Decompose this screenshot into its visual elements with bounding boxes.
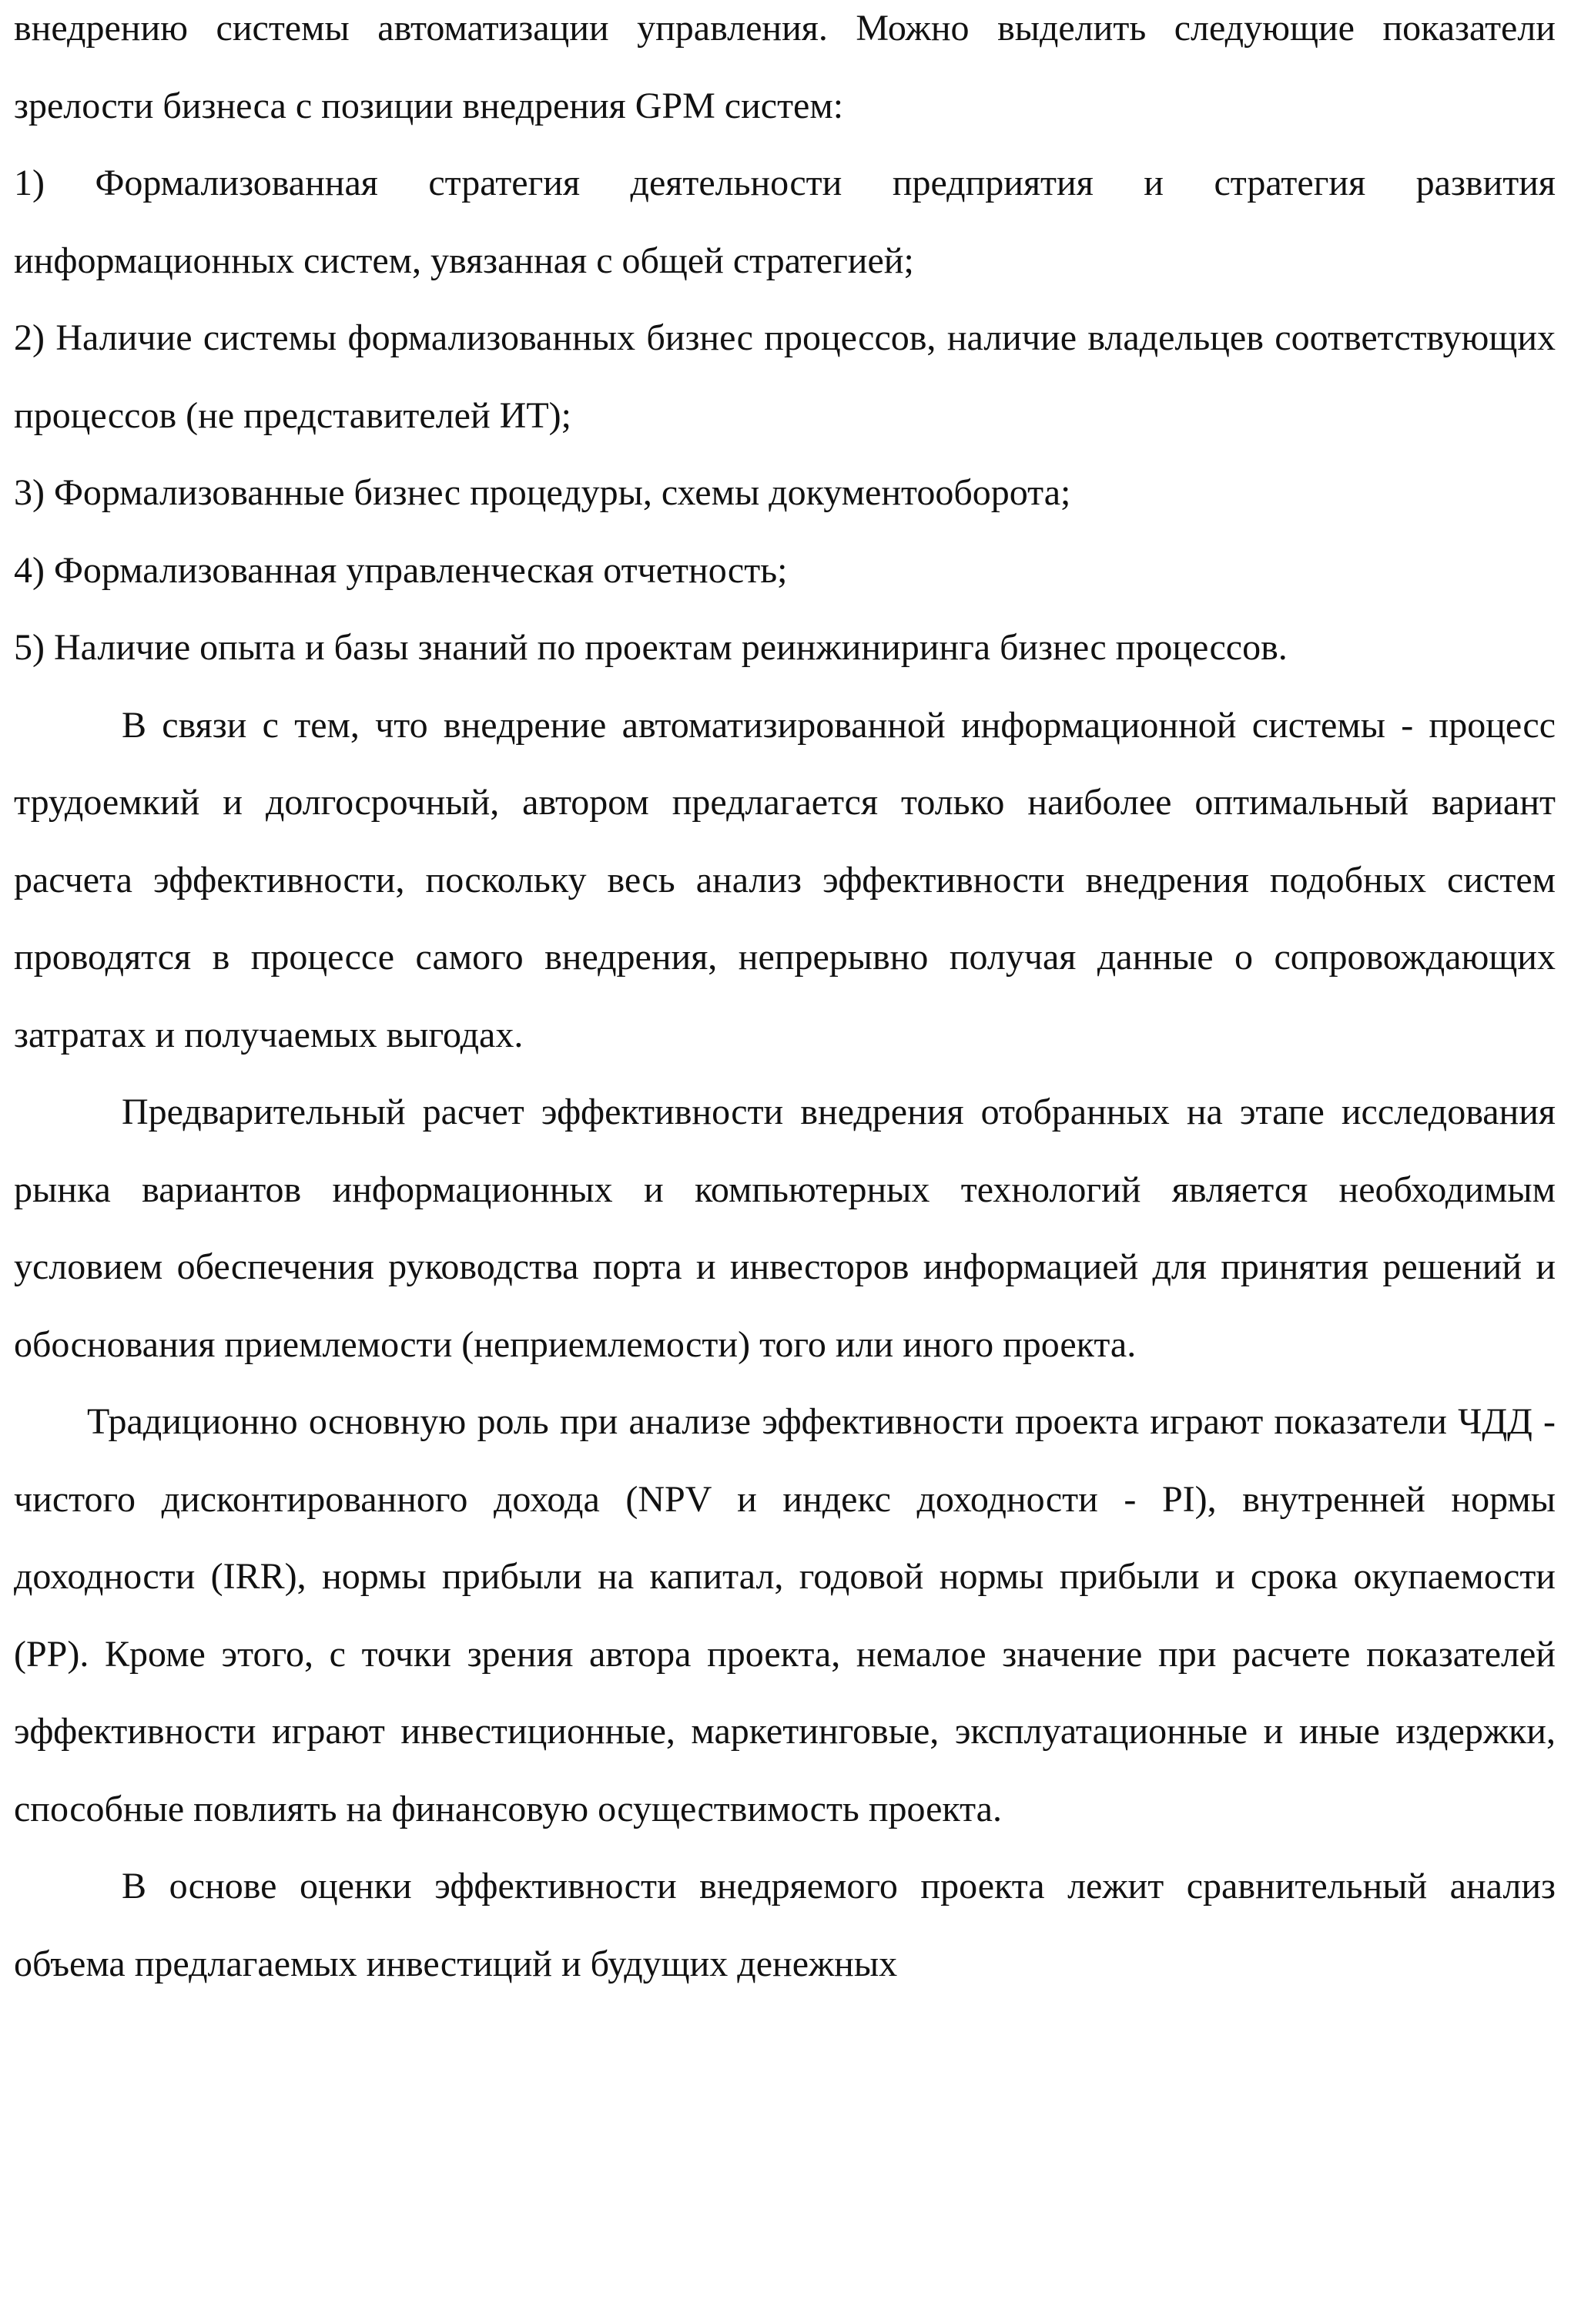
list-item-1: 1) Формализованная стратегия деятельности предприятия и стратегия развития информационных систем, увязанная с общей стратегией;	[14, 163, 1556, 281]
list-item-5: 5) Наличие опыта и базы знаний по проектам реинжиниринга бизнес процессов.	[14, 627, 1288, 668]
paragraph-basis: В основе оценки эффективности внедряемого проекта лежит сравнительный анализ объема предлагаемых инвестиций и будущих денежных	[14, 1866, 1556, 1984]
paragraph-intro: внедрению системы автоматизации управления. Можно выделить следующие показатели зрелости бизнеса с позиции внедрения GPM систем:	[14, 8, 1556, 126]
paragraph-indicators: Традиционно основную роль при анализе эффективности проекта играют показатели ЧДД - чистого дисконтированного дохода (NPV и индекс доходности - PI), внутренней нормы доходности (IRR), нормы прибыли на капитал, годовой нормы прибыли и срока окупаемости (PP). Кроме этого, с точки зрения автора проекта, немалое значение при расчете показателей эффективности играют инвестиционные, маркетинговые, эксплуатационные и иные издержки, способные повлиять на финансовую осуществимость проекта.	[14, 1401, 1556, 1829]
list-item-4: 4) Формализованная управленческая отчетность;	[14, 549, 788, 591]
list-item-2: 2) Наличие системы формализованных бизнес процессов, наличие владельцев соответствующих процессов (не представителей ИТ);	[14, 317, 1556, 436]
paragraph-preliminary-calc: Предварительный расчет эффективности внедрения отобранных на этапе исследования рынка вариантов информационных и компьютерных технологий является необходимым условием обеспечения руководства порта и инвесторов информацией для принятия решений и обоснования приемлемости (неприемлемости) того или иного проекта.	[14, 1092, 1556, 1365]
paragraph-efficiency: В связи с тем, что внедрение автоматизированной информационной системы - процесс трудоемкий и долгосрочный, автором предлагается только наиболее оптимальный вариант расчета эффективности, поскольку весь анализ эффективности внедрения подобных систем проводятся в процессе самого внедрения, непрерывно получая данные о сопровождающих затратах и получаемых выгодах.	[14, 704, 1556, 1055]
list-item-3: 3) Формализованные бизнес процедуры, схемы документооборота;	[14, 472, 1071, 513]
document-body	[14, 0, 1556, 2003]
